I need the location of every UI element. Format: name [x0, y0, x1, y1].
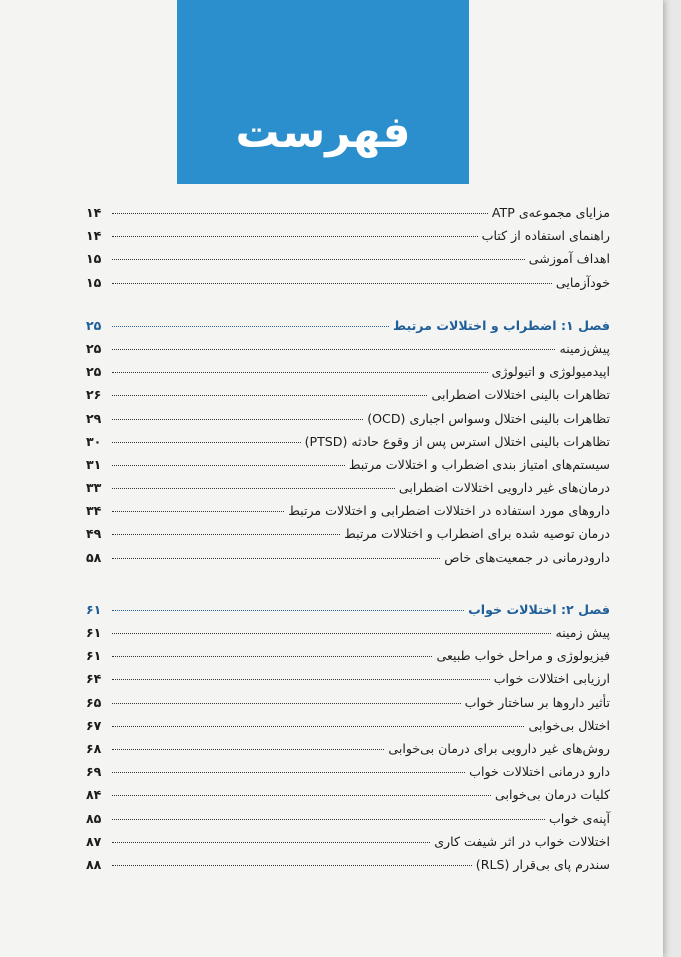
dot-leader: [112, 610, 464, 611]
dot-leader: [112, 349, 555, 350]
toc-entry[interactable]: [86, 550, 610, 573]
toc-entry-label: درمان‌های غیر دارویی اختلالات اضطرابی: [398, 480, 610, 496]
toc-entry-page-number: ۶۹: [86, 764, 102, 780]
toc-entry[interactable]: [86, 811, 610, 834]
toc-entry[interactable]: [86, 625, 610, 648]
dot-leader: [112, 259, 525, 260]
toc-entry[interactable]: [86, 787, 610, 810]
dot-leader: [112, 534, 340, 535]
toc-entry-page-number: ۸۵: [86, 810, 102, 826]
toc-entry[interactable]: [86, 434, 610, 457]
toc-entry-page-number: ۳۴: [86, 503, 102, 519]
toc-entry-label: داروهای مورد استفاده در اختلالات اضطرابی و اختلالات مرتبط: [288, 503, 610, 519]
toc-entry-label: خودآزمایی: [555, 274, 610, 290]
toc-entry[interactable]: [86, 857, 610, 880]
toc-entry[interactable]: [86, 341, 610, 364]
toc-entry-page-number: ۶۱: [86, 625, 102, 640]
page-title: فهرست: [235, 107, 411, 158]
table-of-contents: [86, 205, 610, 880]
toc-entry-label: درمان توصیه شده برای اضطراب و اختلالات مرتبط: [344, 526, 610, 542]
dot-leader: [112, 488, 395, 489]
toc-entry[interactable]: [86, 387, 610, 410]
toc-entry[interactable]: [86, 228, 610, 251]
toc-entry-label: ارزیابی اختلالات خواب: [493, 671, 610, 687]
dot-leader: [112, 419, 363, 420]
dot-leader: [112, 703, 461, 704]
toc-entry-page-number: ۳۱: [86, 456, 102, 472]
toc-entry-label: اهداف آموزشی: [528, 251, 610, 267]
dot-leader: [112, 558, 440, 559]
toc-entry-label: راهنمای استفاده از کتاب: [481, 228, 610, 244]
dot-leader: [112, 326, 389, 327]
dot-leader: [112, 283, 552, 284]
toc-entry[interactable]: [86, 526, 610, 549]
toc-entry-label: سیستم‌های امتیاز بندی اضطراب و اختلالات مرتبط: [348, 456, 610, 472]
chapter-page-number: ۶۱: [86, 601, 102, 617]
dot-leader: [112, 819, 545, 820]
toc-entry[interactable]: [86, 695, 610, 718]
toc-entry-label: پیش‌زمینه: [559, 340, 610, 356]
dot-leader: [112, 679, 490, 680]
toc-entry[interactable]: [86, 503, 610, 526]
toc-entry-label: اختلال بی‌خوابی: [528, 717, 610, 733]
toc-entry-label: روش‌های غیر دارویی برای درمان بی‌خوابی: [388, 740, 610, 756]
toc-entry-label: کلیات درمان بی‌خوابی: [495, 787, 610, 803]
toc-entry[interactable]: [86, 251, 610, 274]
toc-entry-page-number: ۶۱: [86, 648, 102, 664]
dot-leader: [112, 465, 345, 466]
toc-entry-page-number: ۶۸: [86, 740, 102, 756]
dot-leader: [112, 842, 430, 843]
dot-leader: [112, 213, 488, 214]
toc-entry-label: اپیدمیولوژی و اتیولوژی: [491, 364, 610, 380]
toc-entry-label: سندرم پای بی‌قرار (RLS): [475, 856, 610, 872]
chapter-1-section: [86, 341, 610, 573]
toc-entry-page-number: ۲۵: [86, 364, 102, 380]
chapter-2-heading[interactable]: [86, 602, 610, 625]
toc-entry[interactable]: [86, 364, 610, 387]
dot-leader: [112, 442, 301, 443]
toc-entry[interactable]: [86, 411, 610, 434]
intro-section: [86, 205, 610, 298]
toc-entry[interactable]: [86, 480, 610, 503]
toc-entry[interactable]: [86, 457, 610, 480]
toc-entry[interactable]: [86, 671, 610, 694]
toc-entry[interactable]: [86, 718, 610, 741]
toc-entry-label: مزایای مجموعه‌ی ATP: [491, 205, 610, 220]
chapter-title: فصل ۱: اضطراب و اختلالات مرتبط: [392, 317, 610, 333]
toc-entry-label: پیش زمینه: [555, 625, 610, 640]
toc-entry-page-number: ۱۵: [86, 251, 102, 267]
toc-entry-label: دارو درمانی اختلالات خواب: [469, 764, 610, 780]
dot-leader: [112, 865, 472, 866]
toc-entry-label: تأثیر داروها بر ساختار خواب: [464, 694, 610, 710]
dot-leader: [112, 236, 478, 237]
toc-entry-label: اختلالات خواب در اثر شیفت کاری: [434, 833, 610, 849]
dot-leader: [112, 372, 488, 373]
toc-entry-page-number: ۲۶: [86, 387, 102, 403]
toc-entry-page-number: ۴۹: [86, 526, 102, 542]
chapter-page-number: ۲۵: [86, 317, 102, 333]
chapter-2-section: [86, 625, 610, 880]
chapter-1-heading[interactable]: [86, 318, 610, 341]
dot-leader: [112, 395, 427, 396]
toc-entry[interactable]: [86, 764, 610, 787]
toc-entry-page-number: ۸۸: [86, 856, 102, 872]
title-banner: [177, 0, 469, 184]
dot-leader: [112, 772, 465, 773]
toc-entry[interactable]: [86, 275, 610, 298]
toc-entry-page-number: ۳۰: [86, 433, 102, 449]
toc-entry-label: فیزیولوژی و مراحل خواب طبیعی: [436, 648, 610, 664]
toc-entry[interactable]: [86, 648, 610, 671]
toc-entry-page-number: ۲۹: [86, 410, 102, 426]
toc-entry-page-number: ۶۷: [86, 717, 102, 733]
toc-entry[interactable]: [86, 205, 610, 228]
dot-leader: [112, 726, 524, 727]
chapter-title: فصل ۲: اختلالات خواب: [468, 601, 610, 617]
toc-entry-page-number: ۳۳: [86, 480, 102, 496]
toc-entry-page-number: ۵۸: [86, 549, 102, 565]
toc-entry[interactable]: [86, 834, 610, 857]
dot-leader: [112, 633, 551, 634]
toc-entry-page-number: ۲۵: [86, 340, 102, 356]
toc-entry-label: تظاهرات بالینی اختلالات اضطرابی: [431, 387, 610, 403]
toc-entry-label: آپنه‌ی خواب: [548, 810, 610, 826]
toc-entry-label: تظاهرات بالینی اختلال وسواس اجباری (OCD): [367, 410, 610, 426]
toc-entry-label: تظاهرات بالینی اختلال استرس پس از وقوع حادثه (PTSD): [304, 433, 610, 449]
toc-entry-page-number: ۸۷: [86, 833, 102, 849]
dot-leader: [112, 656, 432, 657]
toc-entry[interactable]: [86, 741, 610, 764]
toc-entry-page-number: ۸۴: [86, 787, 102, 803]
toc-entry-page-number: ۶۵: [86, 694, 102, 710]
dot-leader: [112, 511, 284, 512]
toc-entry-page-number: ۶۴: [86, 671, 102, 687]
toc-entry-label: دارودرمانی در جمعیت‌های خاص: [444, 549, 610, 565]
toc-entry-page-number: ۱۴: [86, 228, 102, 244]
dot-leader: [112, 749, 384, 750]
toc-entry-page-number: ۱۴: [86, 205, 102, 220]
dot-leader: [112, 795, 491, 796]
toc-entry-page-number: ۱۵: [86, 274, 102, 290]
